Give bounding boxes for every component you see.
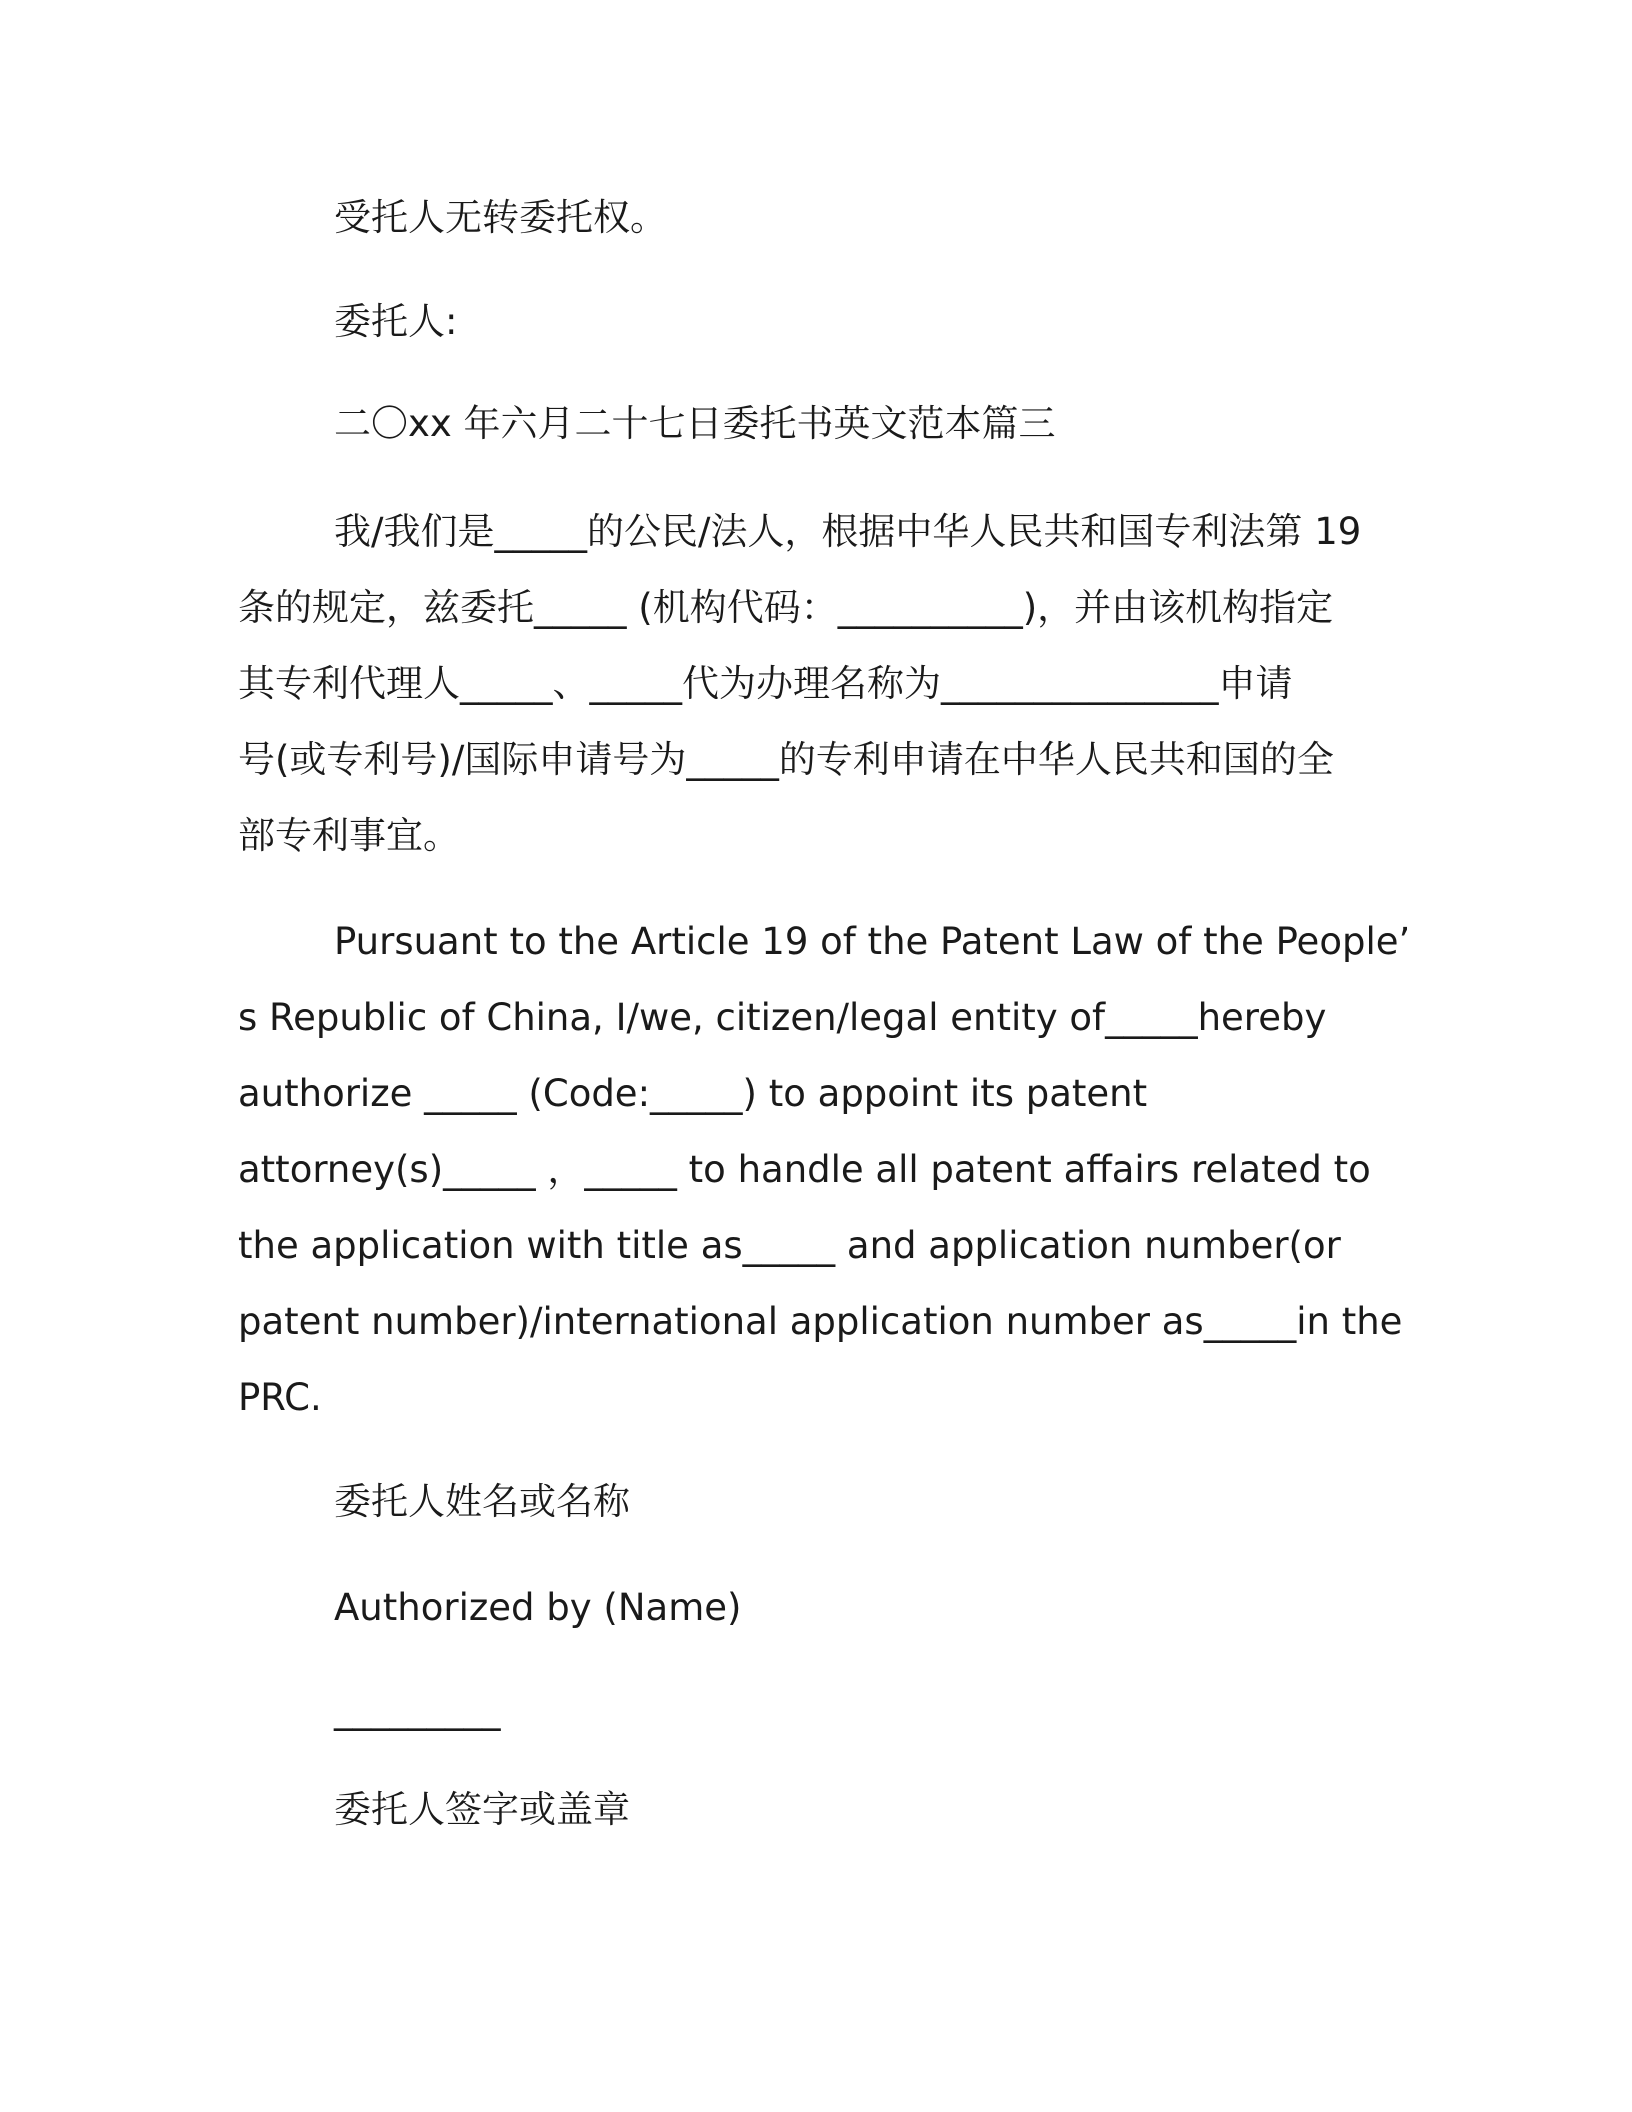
date-heading-line: 二〇xx 年六月二十七日委托书英文范本篇三 [334, 402, 1056, 445]
chinese-paragraph-line-2: 条的规定，兹委托_____ (机构代码：__________)，并由该机构指定 [238, 586, 1334, 629]
english-paragraph-line-1: Pursuant to the Article 19 of the Patent Law of the People’ [334, 920, 1411, 963]
principal-signature-label: 委托人签字或盖章 [334, 1788, 630, 1831]
chinese-paragraph-line-3: 其专利代理人_____、_____代为办理名称为_______________申请 [238, 662, 1293, 705]
english-paragraph-line-5: the application with title as_____ and application number(or [238, 1224, 1341, 1267]
chinese-paragraph-line-5: 部专利事宜。 [238, 814, 460, 857]
no-subdelegation-line: 受托人无转委托权。 [334, 196, 667, 239]
english-paragraph-line-6: patent number)/international application number as_____in the [238, 1300, 1403, 1343]
chinese-paragraph-line-1: 我/我们是_____的公民/法人，根据中华人民共和国专利法第 19 [334, 510, 1362, 553]
english-paragraph-line-2: s Republic of China, I/we, citizen/legal entity of_____hereby [238, 996, 1327, 1039]
english-paragraph-line-3: authorize _____ (Code:_____) to appoint its patent [238, 1072, 1148, 1115]
chinese-paragraph-line-4: 号(或专利号)/国际申请号为_____的专利申请在中华人民共和国的全 [238, 738, 1334, 781]
authorized-by-label: Authorized by (Name) [334, 1586, 742, 1629]
principal-label: 委托人: [334, 300, 458, 343]
principal-name-label: 委托人姓名或名称 [334, 1480, 630, 1523]
signature-blank-line: _________ [334, 1688, 501, 1731]
english-paragraph-line-4: attorney(s)_____ ，_____ to handle all patent affairs related to [238, 1148, 1371, 1191]
english-paragraph-line-7: PRC. [238, 1376, 322, 1419]
